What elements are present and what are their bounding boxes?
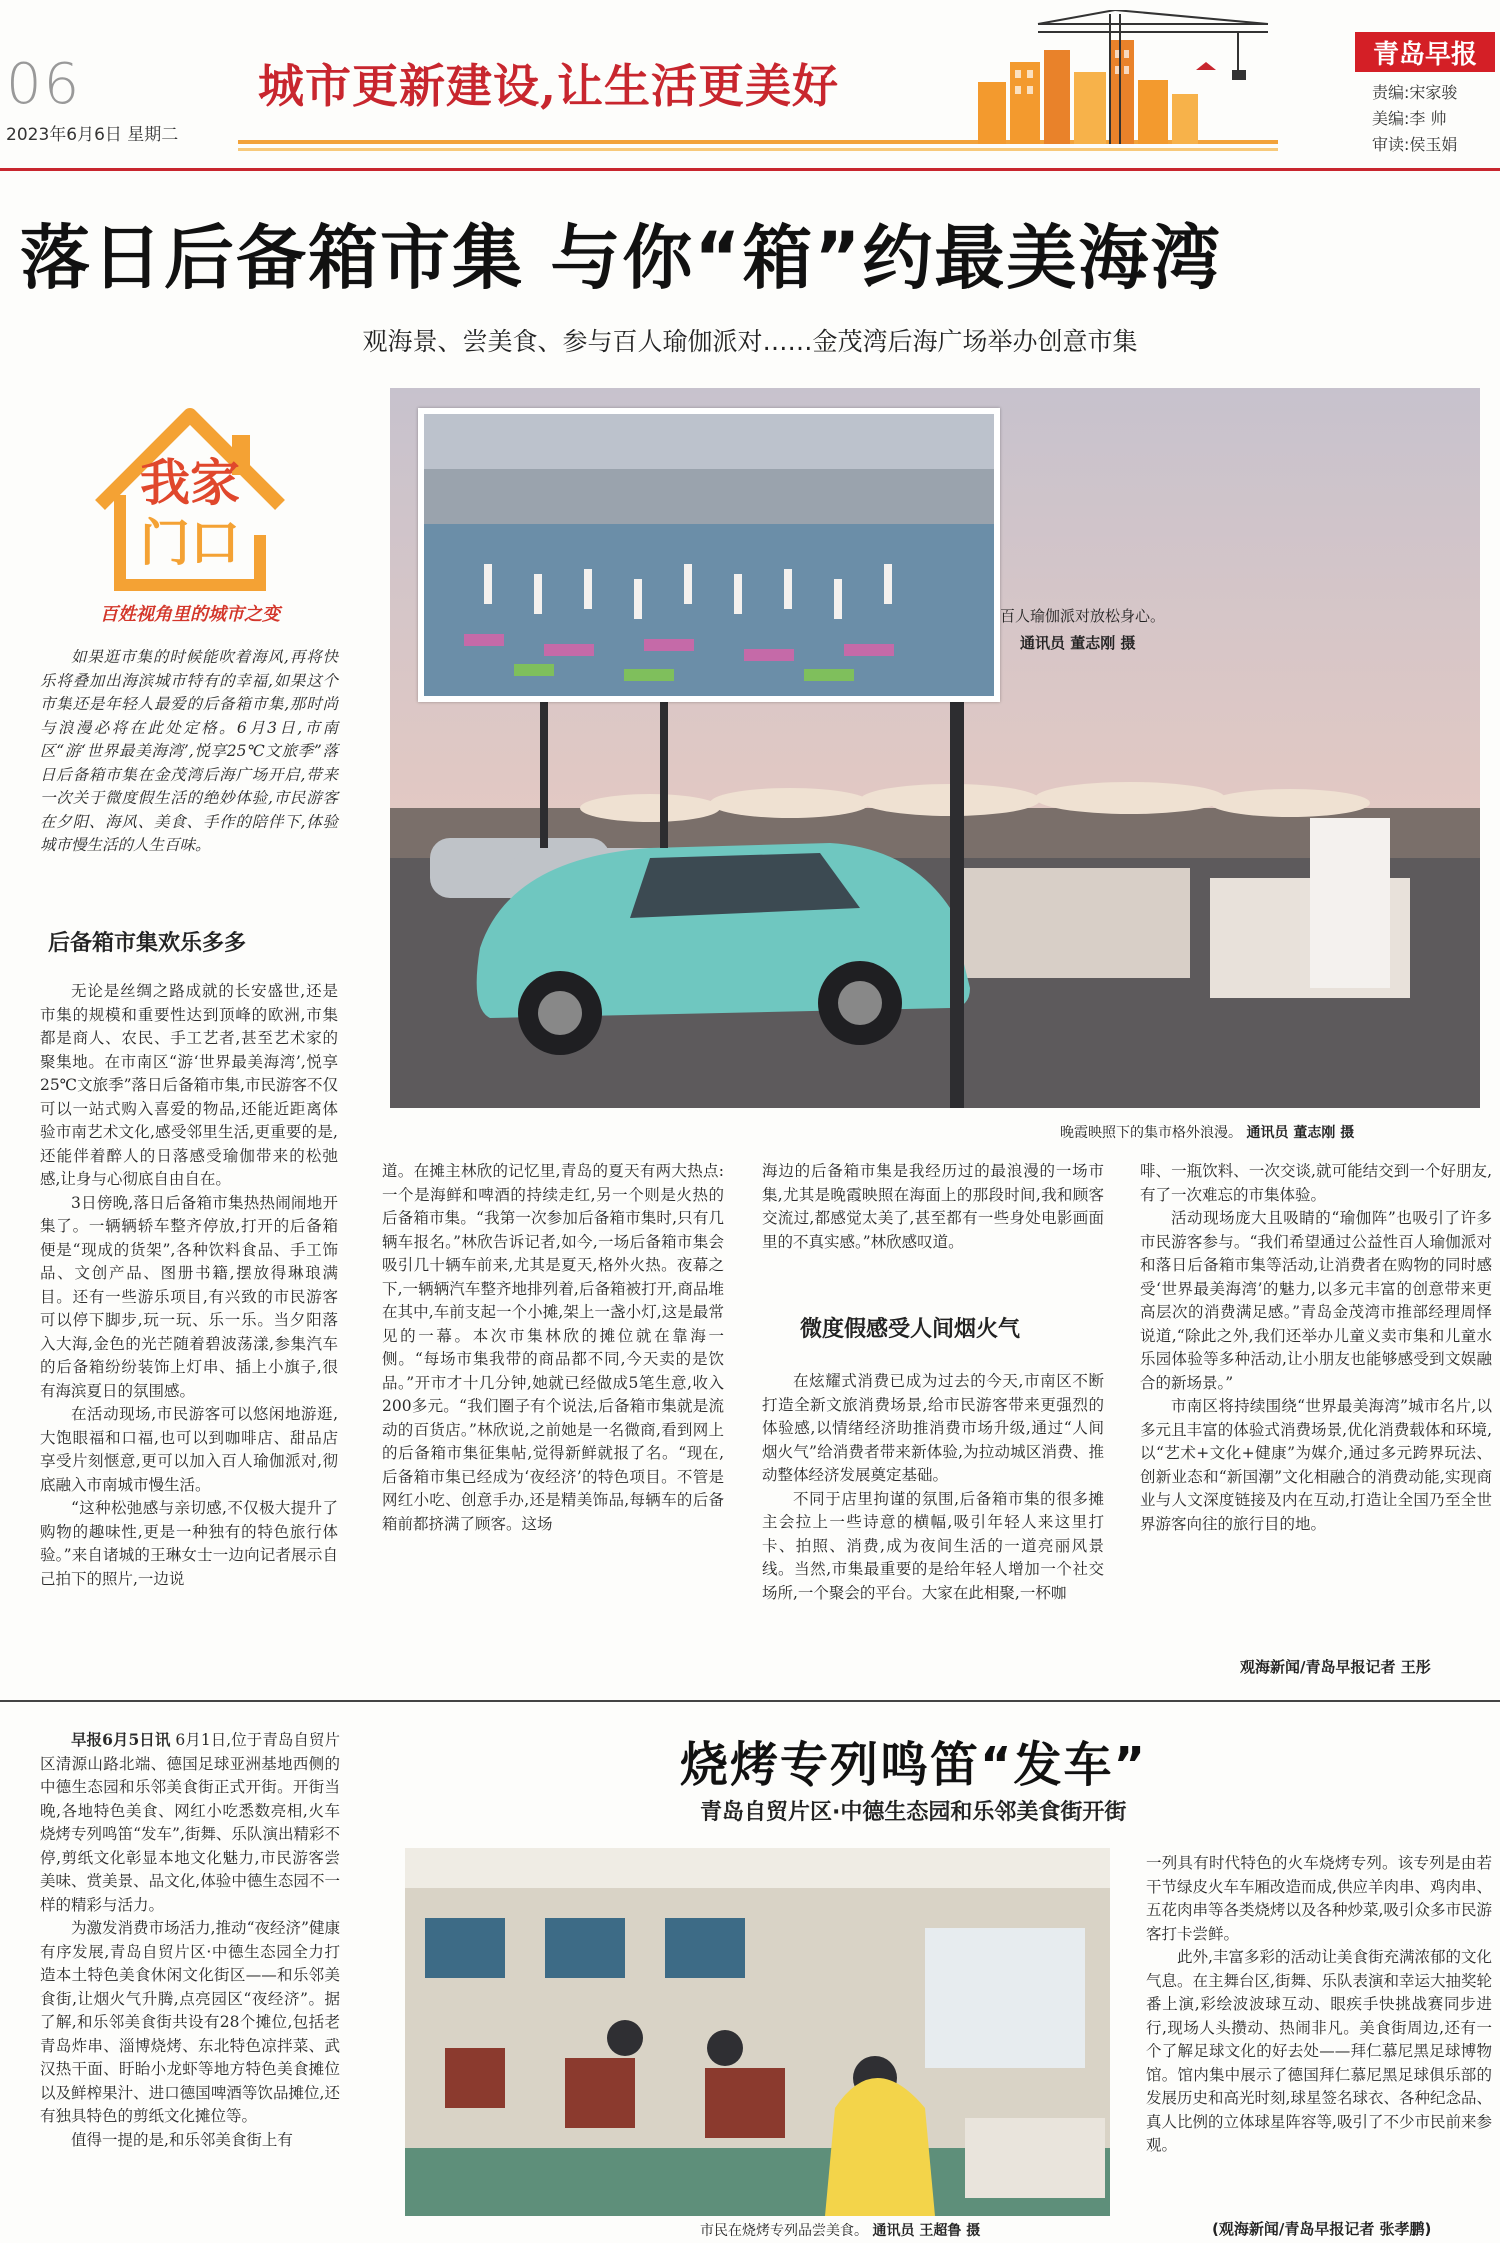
caption-credit: 通讯员 董志刚 摄	[1246, 1125, 1355, 1141]
paragraph: 市南区将持续围绕“世界最美海湾”城市名片,以多元且丰富的体验式消费场景,优化消费载体和环境,以“艺术+文化+健康”为媒介,通过多元跨界玩法、创新业态和“新国潮”文化相融合的消费动能,实现商业与人文深度链接及内在互动,打造让全国乃至全世界游客向往的旅行目的地。	[1140, 1397, 1492, 1533]
inset-credit: 通讯员 董志刚 摄	[1020, 634, 1136, 652]
column-2-body	[382, 1160, 724, 1536]
inset-caption: 百人瑜伽派对放松身心。	[1000, 607, 1166, 625]
yoga-photo	[418, 408, 1000, 702]
designer-line: 美编:李 帅	[1372, 109, 1447, 128]
page-number: 06	[6, 52, 82, 117]
paragraph: 值得一提的是,和乐邻美食街上有	[71, 2130, 293, 2149]
column-logo-text: 我家	[140, 454, 240, 512]
paragraph: 3日傍晚,落日后备箱市集热热闹闹地开集了。一辆辆轿车整齐停放,打开的后备箱便是“现成的货架”,各种饮料食品、手工饰品、文创产品、图册书籍,摆放得琳琅满目。还有一些游乐项目,有兴致的市民游客可以停下脚步,玩一玩、乐一乐。当夕阳落入大海,金色的光芒随着碧波荡漾,参集汽车的后备箱纷纷装饰上灯串、插上小旗子,很有海滨夏日的氛围感。	[40, 1193, 338, 1400]
article1-byline: 观海新闻/青岛早报记者 王彤	[1240, 1658, 1431, 1676]
column-3-body-bottom	[762, 1370, 1104, 1605]
article2-byline: (观海新闻/青岛早报记者 张孝鹏)	[1212, 2220, 1432, 2238]
paragraph: 一列具有时代特色的火车烧烤专列。该专列是由若干节绿皮火车车厢改造而成,供应羊肉串、鸡肉串、五花肉串等各类烧烤以及各种炒菜,吸引众多市民游客打卡尝鲜。	[1146, 1854, 1492, 1943]
column-4-body	[1140, 1160, 1492, 1536]
paragraph: 活动现场庞大且吸睛的“瑜伽阵”也吸引了许多市民游客参与。“我们希望通过公益性百人瑜伽派对和落日后备箱市集等活动,让消费者在购物的同时感受‘世界最美海湾’的魅力,以多元丰富的创意带来更高层次的消费满足感。”青岛金茂湾市推部经理周怿说道,“除此之外,我们还举办儿童义卖市集和儿童水乐园体验等多种活动,让小朋友也能够感受到文娱融合的新场景。”	[1140, 1209, 1492, 1392]
paragraph: 在炫耀式消费已成为过去的今天,市南区不断打造全新文旅消费场景,给市民游客带来更强烈的体验感,以情绪经济助推消费市场升级,通过“人间烟火气”给消费者带来新体验,为拉动城区消费、推动整体经济发展奠定基础。	[762, 1372, 1104, 1484]
top-rule	[0, 168, 1500, 171]
proofreader-line: 审读:侯玉娟	[1372, 135, 1458, 154]
publication-date: 2023年6月6日 星期二	[6, 125, 179, 145]
paragraph: “这种松弛感与亲切感,不仅极大提升了购物的趣味性,更是一种独有的特色旅行体验。”来自诸城的王琳女士一边向记者展示自己拍下的照片,一边说	[40, 1499, 338, 1588]
caption-text: 市民在烧烤专列品尝美食。	[700, 2223, 868, 2239]
photo2-caption	[700, 2220, 980, 2240]
paragraph: 在活动现场,市民游客可以悠闲地游逛,大饱眼福和口福,也可以到咖啡店、甜品店享受片刻惬意,更可以加入百人瑜伽派对,彻底融入市南城市慢生活。	[40, 1405, 338, 1494]
column-tagline: 百姓视角里的城市之变	[100, 604, 280, 625]
editor-line: 责编:宋家骏	[1372, 83, 1458, 102]
lead-paragraph	[40, 646, 338, 858]
column-logo-house-icon	[60, 385, 320, 615]
main-photo-caption	[1060, 1122, 1354, 1142]
lead-text: 如果逛市集的时候能吹着海风,再将快乐将叠加出海滨城市特有的幸福,如果这个市集还是年轻人最爱的后备箱市集,那时尚与浪漫必将在此处定格。6月3日,市南区“游‘世界最美海湾’,悦享25℃文旅季”落日后备箱市集在金茂湾后海广场开启,带来一次关于微度假生活的绝妙体验,市民游客在夕阳、海风、美食、手作的陪伴下,体验城市慢生活的人生百味。	[40, 648, 338, 854]
caption-credit: 通讯员 王超鲁 摄	[872, 2223, 981, 2239]
bbq-train-photo	[405, 1848, 1110, 2216]
paragraph: 此外,丰富多彩的活动让美食街充满浓郁的文化气息。在主舞台区,街舞、乐队表演和幸运大抽奖轮番上演,彩绘波波球互动、眼疾手快挑战赛同步进行,现场人头攒动、热闹非凡。美食街周边,还有一个了解足球文化的好去处——拜仁慕尼黑足球博物馆。馆内集中展示了德国拜仁慕尼黑足球俱乐部的发展历史和高光时刻,球星签名球衣、各种纪念品、真人比例的立体球星阵容等,吸引了不少市民前来参观。	[1146, 1948, 1492, 2154]
section-divider	[0, 1700, 1500, 1702]
main-headline: 落日后备箱市集 与你“箱”约最美海湾	[20, 217, 1223, 299]
svg-text:门口: 门口	[140, 514, 240, 572]
dateline: 早报6月5日讯	[71, 1730, 171, 1749]
section-title-2: 微度假感受人间烟火气	[800, 1317, 1021, 1342]
paragraph: 不同于店里拘谨的氛围,后备箱市集的很多摊主会拉上一些诗意的横幅,吸引年轻人来这里打卡、拍照、消费,成为夜间生活的一道亮丽风景线。当然,市集最重要的是给年轻人增加一个社交场所,一个聚会的平台。大家在此相聚,一杯咖	[762, 1489, 1104, 1602]
caption-text: 晚霞映照下的集市格外浪漫。	[1060, 1125, 1242, 1141]
paragraph: 道。在摊主林欣的记忆里,青岛的夏天有两大热点:一个是海鲜和啤酒的持续走红,另一个则是火热的后备箱市集。“我第一次参加后备箱市集时,只有几辆车报名。”林欣告诉记者,如今,一场后备箱市集会吸引几十辆车前来,尤其是夏天,格外火热。夜幕之下,一辆辆汽车整齐地排列着,后备箱被打开,商品堆在其中,车前支起一个小摊,架上一盏小灯,这是最常见的一幕。本次市集林欣的摊位就在靠海一侧。“每场市集我带的商品都不同,今天卖的是饮品。”开市才十几分钟,她就已经做成5笔生意,收入200多元。“我们圈子有个说法,后备箱市集就是流动的百货店。”林欣说,之前她是一名微商,看到网上的后备箱市集征集帖,觉得新鲜就报了名。“现在,后备箱市集已经成为‘夜经济’的特色项目。不管是网红小吃、创意手办,还是精美饰品,每辆车的后备箱前都挤满了顾客。这场	[382, 1162, 724, 1533]
paragraph: 为激发消费市场活力,推动“夜经济”健康有序发展,青岛自贸片区·中德生态园全力打造本土特色美食休闲文化街区——和乐邻美食街,让烟火气升腾,点亮园区“夜经济”。据了解,和乐邻美食街共设有28个摊位,包括老青岛炸串、淄博烧烤、东北特色凉拌菜、武汉热干面、盱眙小龙虾等地方特色美食摊位以及鲜榨果汁、进口德国啤酒等饮品摊位,还有独具特色的剪纸文化摊位等。	[40, 1919, 340, 2125]
paragraph: 6月1日,位于青岛自贸片区清源山路北端、德国足球亚洲基地西侧的中德生态园和乐邻美食街正式开街。开街当晚,各地特色美食、网红小吃悉数亮相,火车烧烤专列鸣笛“发车”,街舞、乐队演出精彩不停,剪纸文化彰显本地文化魅力,市民游客尝美味、赏美景、品文化,体验中德生态园不一样的精彩与活力。	[40, 1731, 341, 1914]
main-subheadline: 观海景、尝美食、参与百人瑜伽派对……金茂湾后海广场举办创意市集	[362, 327, 1138, 356]
column-3-body-top	[762, 1160, 1104, 1254]
section-title-1: 后备箱市集欢乐多多	[48, 931, 247, 956]
newspaper-logo: 青岛早报	[1355, 32, 1495, 72]
column-1-body	[40, 980, 338, 1591]
paragraph: 啡、一瓶饮料、一次交谈,就可能结交到一个好朋友,有了一次难忘的市集体验。	[1140, 1162, 1492, 1204]
paragraph: 海边的后备箱市集是我经历过的最浪漫的一场市集,尤其是晚霞映照在海面上的那段时间,我和顾客交流过,都感觉太美了,甚至都有一些身处电影画面里的不真实感。”林欣感叹道。	[762, 1162, 1104, 1251]
article2-headline: 烧烤专列鸣笛“发车”	[680, 1737, 1148, 1793]
article2-left-body	[40, 1728, 340, 2152]
banner-title: 城市更新建设,让生活更美好	[258, 59, 840, 113]
article2-right-body	[1146, 1852, 1492, 2158]
article2-subheadline: 青岛自贸片区·中德生态园和乐邻美食街开街	[700, 1800, 1127, 1825]
paragraph: 无论是丝绸之路成就的长安盛世,还是市集的规模和重要性达到顶峰的欧洲,市集都是商人、农民、手工艺者,甚至艺术家的聚集地。在市南区“游‘世界最美海湾’,悦享25℃文旅季”落日后备箱市集,市民游客不仅可以一站式购入喜爱的物品,还能近距离体验市南艺术文化,感受邻里生活,更重要的是,还能伴着醉人的日落感受瑜伽带来的松弛感,让身与心彻底自由自在。	[40, 982, 338, 1188]
